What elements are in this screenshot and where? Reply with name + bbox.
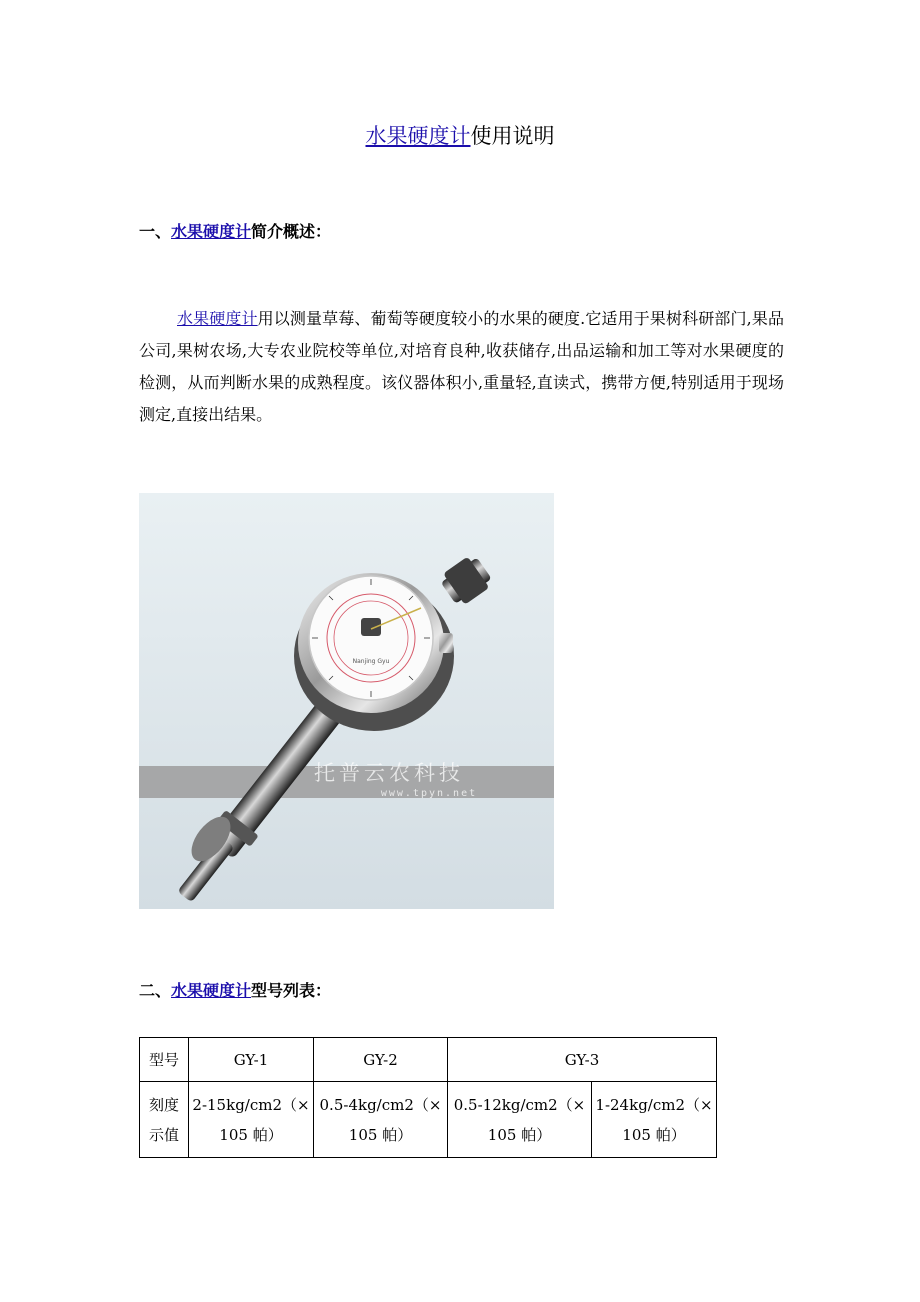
range-cell <box>448 1082 592 1158</box>
row-header-model: 型号 <box>140 1038 189 1082</box>
dial-brand-text: Nanjing Gyu <box>352 658 390 665</box>
section-title-rest: 型号列表： <box>251 981 332 1000</box>
title-keyword-link[interactable]: 水果硬度计 <box>365 124 471 148</box>
section-number: 一、 <box>139 222 172 241</box>
table-row <box>140 1082 717 1158</box>
intro-text: 用以测量草莓、葡萄等硬度较小的水果的硬度.它适用于果树科研部门,果品公司,果树农场,大专农业院校等单位,对培育良种,收获储存,出品运输和加工等对水果硬度的检测，从而判断水果的成熟程度。该仪器体积小,重量轻,直读式，携带方便,特别适用于现场测定,直接出结果。 <box>139 309 784 424</box>
section-heading-models <box>139 979 331 1003</box>
section-title-rest: 简介概述： <box>251 222 332 241</box>
section-heading-intro <box>139 220 331 244</box>
section-keyword-link[interactable]: 水果硬度计 <box>171 981 252 1000</box>
range-line: 105 帕） <box>487 1125 552 1144</box>
intro-keyword-link[interactable]: 水果硬度计 <box>177 309 258 328</box>
product-photo <box>139 493 554 909</box>
table-row <box>140 1038 717 1082</box>
model-cell: GY-1 <box>189 1038 314 1082</box>
range-line: 0.5-12kg/cm2（× <box>453 1095 586 1114</box>
model-cell: GY-2 <box>314 1038 448 1082</box>
range-line: 1-24kg/cm2（× <box>595 1095 713 1114</box>
section-number: 二、 <box>139 981 172 1000</box>
row-header-line: 示值 <box>148 1125 179 1144</box>
section-keyword-link[interactable]: 水果硬度计 <box>171 222 252 241</box>
intro-paragraph <box>139 303 784 431</box>
watermark-text: 托普云农科技 <box>314 761 464 785</box>
range-cell <box>592 1082 717 1158</box>
row-header-range <box>140 1082 189 1158</box>
row-header-line: 刻度 <box>148 1095 179 1114</box>
range-line: 0.5-4kg/cm2（× <box>319 1095 442 1114</box>
range-line: 2-15kg/cm2（× <box>192 1095 310 1114</box>
model-table <box>139 1037 717 1158</box>
range-line: 105 帕） <box>348 1125 413 1144</box>
range-line: 105 帕） <box>622 1125 686 1144</box>
watermark-url: www.tpyn.net <box>380 788 478 799</box>
title-rest: 使用说明 <box>470 124 555 148</box>
document-title <box>0 118 920 154</box>
range-cell <box>189 1082 314 1158</box>
range-cell <box>314 1082 448 1158</box>
range-line: 105 帕） <box>219 1125 283 1144</box>
model-cell: GY-3 <box>448 1038 717 1082</box>
